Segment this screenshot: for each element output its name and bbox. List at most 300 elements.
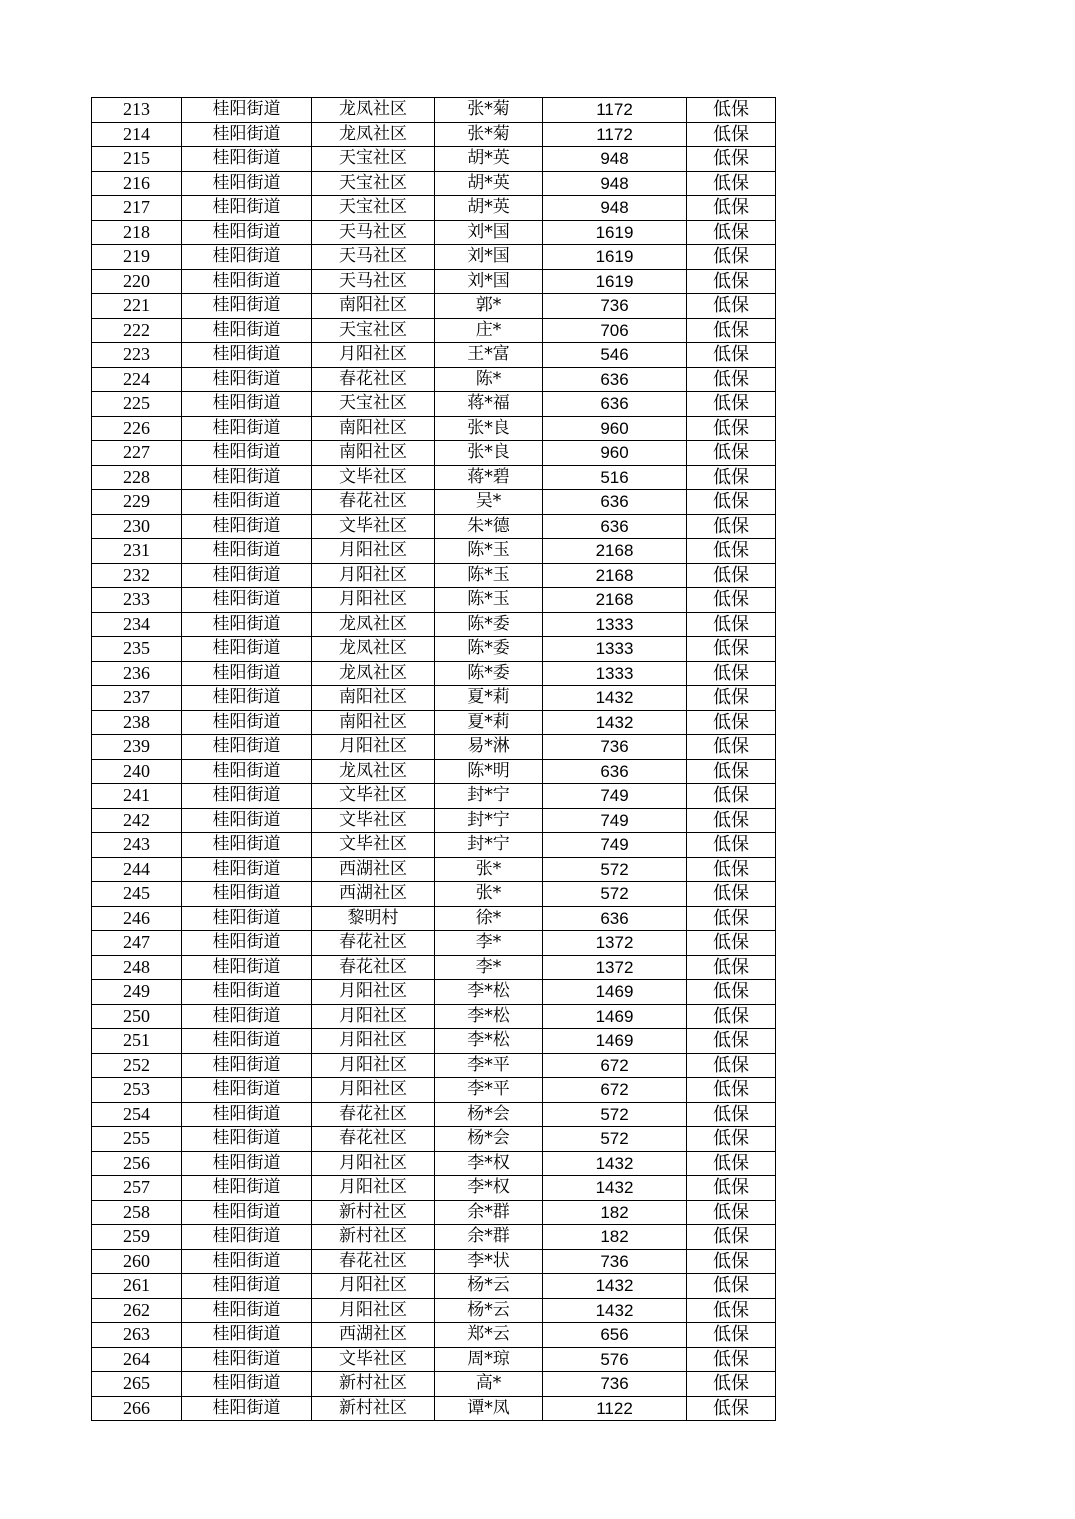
- table-row: [92, 833, 776, 858]
- community-cell: 文毕社区: [312, 465, 435, 490]
- amount-cell: 182: [543, 1200, 687, 1225]
- row-number-cell: 233: [92, 588, 182, 613]
- row-number-cell: 245: [92, 882, 182, 907]
- street-cell: 桂阳街道: [182, 980, 312, 1005]
- street-cell: 桂阳街道: [182, 1200, 312, 1225]
- amount-cell: 572: [543, 857, 687, 882]
- name-cell: 陈*明: [435, 759, 543, 784]
- community-cell: 天宝社区: [312, 147, 435, 172]
- type-cell: 低保: [687, 661, 776, 686]
- community-cell: 文毕社区: [312, 808, 435, 833]
- type-cell: 低保: [687, 563, 776, 588]
- street-cell: 桂阳街道: [182, 1151, 312, 1176]
- amount-cell: 1432: [543, 686, 687, 711]
- community-cell: 月阳社区: [312, 1029, 435, 1054]
- street-cell: 桂阳街道: [182, 514, 312, 539]
- community-cell: 南阳社区: [312, 686, 435, 711]
- name-cell: 谭*凤: [435, 1396, 543, 1421]
- community-cell: 西湖社区: [312, 1323, 435, 1348]
- row-number-cell: 246: [92, 906, 182, 931]
- name-cell: 李*: [435, 931, 543, 956]
- row-number-cell: 247: [92, 931, 182, 956]
- table-row: [92, 906, 776, 931]
- amount-cell: 736: [543, 735, 687, 760]
- table-row: [92, 269, 776, 294]
- table-row: [92, 637, 776, 662]
- row-number-cell: 232: [92, 563, 182, 588]
- type-cell: 低保: [687, 1396, 776, 1421]
- community-cell: 月阳社区: [312, 563, 435, 588]
- table-row: [92, 1029, 776, 1054]
- type-cell: 低保: [687, 220, 776, 245]
- amount-cell: 749: [543, 808, 687, 833]
- table-row: [92, 1396, 776, 1421]
- row-number-cell: 259: [92, 1225, 182, 1250]
- row-number-cell: 251: [92, 1029, 182, 1054]
- table-row: [92, 1102, 776, 1127]
- name-cell: 周*琼: [435, 1347, 543, 1372]
- community-cell: 龙凤社区: [312, 637, 435, 662]
- community-cell: 天宝社区: [312, 171, 435, 196]
- name-cell: 郭*: [435, 294, 543, 319]
- name-cell: 李*平: [435, 1053, 543, 1078]
- name-cell: 封*宁: [435, 833, 543, 858]
- table-row: [92, 294, 776, 319]
- type-cell: 低保: [687, 392, 776, 417]
- community-cell: 春花社区: [312, 1127, 435, 1152]
- name-cell: 封*宁: [435, 784, 543, 809]
- community-cell: 月阳社区: [312, 1151, 435, 1176]
- street-cell: 桂阳街道: [182, 539, 312, 564]
- community-cell: 文毕社区: [312, 514, 435, 539]
- row-number-cell: 255: [92, 1127, 182, 1152]
- table-body: [92, 98, 776, 1421]
- community-cell: 龙凤社区: [312, 661, 435, 686]
- table-row: [92, 661, 776, 686]
- amount-cell: 576: [543, 1347, 687, 1372]
- community-cell: 新村社区: [312, 1200, 435, 1225]
- row-number-cell: 262: [92, 1298, 182, 1323]
- name-cell: 李*权: [435, 1176, 543, 1201]
- type-cell: 低保: [687, 1151, 776, 1176]
- type-cell: 低保: [687, 343, 776, 368]
- amount-cell: 1619: [543, 220, 687, 245]
- table-row: [92, 1323, 776, 1348]
- name-cell: 杨*云: [435, 1298, 543, 1323]
- name-cell: 刘*国: [435, 245, 543, 270]
- table-row: [92, 465, 776, 490]
- community-cell: 文毕社区: [312, 833, 435, 858]
- name-cell: 杨*会: [435, 1102, 543, 1127]
- type-cell: 低保: [687, 490, 776, 515]
- name-cell: 蒋*福: [435, 392, 543, 417]
- table-row: [92, 735, 776, 760]
- type-cell: 低保: [687, 710, 776, 735]
- street-cell: 桂阳街道: [182, 784, 312, 809]
- street-cell: 桂阳街道: [182, 588, 312, 613]
- name-cell: 易*淋: [435, 735, 543, 760]
- name-cell: 郑*云: [435, 1323, 543, 1348]
- amount-cell: 672: [543, 1053, 687, 1078]
- type-cell: 低保: [687, 759, 776, 784]
- row-number-cell: 250: [92, 1004, 182, 1029]
- amount-cell: 1619: [543, 269, 687, 294]
- community-cell: 新村社区: [312, 1372, 435, 1397]
- row-number-cell: 264: [92, 1347, 182, 1372]
- type-cell: 低保: [687, 980, 776, 1005]
- community-cell: 月阳社区: [312, 735, 435, 760]
- table-row: [92, 1200, 776, 1225]
- amount-cell: 1122: [543, 1396, 687, 1421]
- row-number-cell: 258: [92, 1200, 182, 1225]
- type-cell: 低保: [687, 1078, 776, 1103]
- street-cell: 桂阳街道: [182, 441, 312, 466]
- type-cell: 低保: [687, 245, 776, 270]
- community-cell: 天马社区: [312, 245, 435, 270]
- name-cell: 王*富: [435, 343, 543, 368]
- community-cell: 龙凤社区: [312, 612, 435, 637]
- community-cell: 黎明村: [312, 906, 435, 931]
- name-cell: 刘*国: [435, 220, 543, 245]
- amount-cell: 636: [543, 392, 687, 417]
- name-cell: 陈*委: [435, 612, 543, 637]
- row-number-cell: 225: [92, 392, 182, 417]
- community-cell: 月阳社区: [312, 1004, 435, 1029]
- street-cell: 桂阳街道: [182, 1176, 312, 1201]
- name-cell: 李*平: [435, 1078, 543, 1103]
- amount-cell: 572: [543, 882, 687, 907]
- row-number-cell: 227: [92, 441, 182, 466]
- street-cell: 桂阳街道: [182, 1396, 312, 1421]
- type-cell: 低保: [687, 98, 776, 123]
- amount-cell: 572: [543, 1127, 687, 1152]
- name-cell: 陈*委: [435, 661, 543, 686]
- table-row: [92, 392, 776, 417]
- amount-cell: 546: [543, 343, 687, 368]
- name-cell: 余*群: [435, 1200, 543, 1225]
- row-number-cell: 230: [92, 514, 182, 539]
- row-number-cell: 215: [92, 147, 182, 172]
- table-row: [92, 245, 776, 270]
- type-cell: 低保: [687, 1004, 776, 1029]
- street-cell: 桂阳街道: [182, 1004, 312, 1029]
- type-cell: 低保: [687, 1298, 776, 1323]
- name-cell: 张*菊: [435, 98, 543, 123]
- amount-cell: 2168: [543, 539, 687, 564]
- table-row: [92, 147, 776, 172]
- row-number-cell: 221: [92, 294, 182, 319]
- name-cell: 李*权: [435, 1151, 543, 1176]
- amount-cell: 572: [543, 1102, 687, 1127]
- name-cell: 陈*玉: [435, 563, 543, 588]
- street-cell: 桂阳街道: [182, 1274, 312, 1299]
- amount-cell: 1432: [543, 710, 687, 735]
- community-cell: 春花社区: [312, 1102, 435, 1127]
- type-cell: 低保: [687, 955, 776, 980]
- row-number-cell: 261: [92, 1274, 182, 1299]
- table-row: [92, 98, 776, 123]
- amount-cell: 706: [543, 318, 687, 343]
- street-cell: 桂阳街道: [182, 1372, 312, 1397]
- amount-cell: 1333: [543, 661, 687, 686]
- name-cell: 李*状: [435, 1249, 543, 1274]
- street-cell: 桂阳街道: [182, 1029, 312, 1054]
- amount-cell: 1372: [543, 955, 687, 980]
- row-number-cell: 220: [92, 269, 182, 294]
- type-cell: 低保: [687, 1102, 776, 1127]
- community-cell: 天宝社区: [312, 392, 435, 417]
- street-cell: 桂阳街道: [182, 416, 312, 441]
- amount-cell: 1432: [543, 1274, 687, 1299]
- amount-cell: 960: [543, 416, 687, 441]
- row-number-cell: 248: [92, 955, 182, 980]
- community-cell: 文毕社区: [312, 784, 435, 809]
- amount-cell: 1469: [543, 1029, 687, 1054]
- row-number-cell: 265: [92, 1372, 182, 1397]
- type-cell: 低保: [687, 465, 776, 490]
- amount-cell: 960: [543, 441, 687, 466]
- community-cell: 月阳社区: [312, 1078, 435, 1103]
- amount-cell: 1469: [543, 1004, 687, 1029]
- community-cell: 春花社区: [312, 367, 435, 392]
- name-cell: 高*: [435, 1372, 543, 1397]
- amount-cell: 1432: [543, 1298, 687, 1323]
- name-cell: 夏*莉: [435, 710, 543, 735]
- street-cell: 桂阳街道: [182, 1347, 312, 1372]
- amount-cell: 636: [543, 906, 687, 931]
- community-cell: 南阳社区: [312, 441, 435, 466]
- row-number-cell: 213: [92, 98, 182, 123]
- street-cell: 桂阳街道: [182, 857, 312, 882]
- row-number-cell: 242: [92, 808, 182, 833]
- table-row: [92, 196, 776, 221]
- type-cell: 低保: [687, 1372, 776, 1397]
- type-cell: 低保: [687, 833, 776, 858]
- name-cell: 胡*英: [435, 171, 543, 196]
- row-number-cell: 214: [92, 122, 182, 147]
- street-cell: 桂阳街道: [182, 637, 312, 662]
- table-row: [92, 980, 776, 1005]
- community-cell: 新村社区: [312, 1396, 435, 1421]
- amount-cell: 1432: [543, 1176, 687, 1201]
- street-cell: 桂阳街道: [182, 318, 312, 343]
- type-cell: 低保: [687, 294, 776, 319]
- community-cell: 南阳社区: [312, 416, 435, 441]
- community-cell: 龙凤社区: [312, 759, 435, 784]
- row-number-cell: 239: [92, 735, 182, 760]
- name-cell: 张*良: [435, 416, 543, 441]
- name-cell: 夏*莉: [435, 686, 543, 711]
- row-number-cell: 226: [92, 416, 182, 441]
- table-row: [92, 367, 776, 392]
- community-cell: 春花社区: [312, 490, 435, 515]
- type-cell: 低保: [687, 686, 776, 711]
- amount-cell: 1172: [543, 98, 687, 123]
- row-number-cell: 257: [92, 1176, 182, 1201]
- table-row: [92, 588, 776, 613]
- row-number-cell: 223: [92, 343, 182, 368]
- amount-cell: 636: [543, 759, 687, 784]
- community-cell: 南阳社区: [312, 710, 435, 735]
- street-cell: 桂阳街道: [182, 122, 312, 147]
- type-cell: 低保: [687, 784, 776, 809]
- type-cell: 低保: [687, 612, 776, 637]
- row-number-cell: 224: [92, 367, 182, 392]
- amount-cell: 2168: [543, 563, 687, 588]
- row-number-cell: 219: [92, 245, 182, 270]
- name-cell: 陈*: [435, 367, 543, 392]
- name-cell: 李*松: [435, 1029, 543, 1054]
- name-cell: 胡*英: [435, 147, 543, 172]
- table-row: [92, 441, 776, 466]
- community-cell: 月阳社区: [312, 343, 435, 368]
- type-cell: 低保: [687, 147, 776, 172]
- type-cell: 低保: [687, 1029, 776, 1054]
- amount-cell: 636: [543, 514, 687, 539]
- street-cell: 桂阳街道: [182, 245, 312, 270]
- street-cell: 桂阳街道: [182, 1249, 312, 1274]
- name-cell: 陈*玉: [435, 539, 543, 564]
- type-cell: 低保: [687, 269, 776, 294]
- type-cell: 低保: [687, 1347, 776, 1372]
- type-cell: 低保: [687, 196, 776, 221]
- row-number-cell: 240: [92, 759, 182, 784]
- street-cell: 桂阳街道: [182, 1298, 312, 1323]
- street-cell: 桂阳街道: [182, 147, 312, 172]
- community-cell: 月阳社区: [312, 1298, 435, 1323]
- name-cell: 蒋*碧: [435, 465, 543, 490]
- table-row: [92, 1127, 776, 1152]
- table-row: [92, 882, 776, 907]
- table-row: [92, 171, 776, 196]
- row-number-cell: 228: [92, 465, 182, 490]
- row-number-cell: 266: [92, 1396, 182, 1421]
- community-cell: 春花社区: [312, 931, 435, 956]
- street-cell: 桂阳街道: [182, 1323, 312, 1348]
- type-cell: 低保: [687, 1274, 776, 1299]
- table-row: [92, 490, 776, 515]
- amount-cell: 948: [543, 196, 687, 221]
- table-row: [92, 1274, 776, 1299]
- name-cell: 吴*: [435, 490, 543, 515]
- name-cell: 张*菊: [435, 122, 543, 147]
- table-row: [92, 808, 776, 833]
- amount-cell: 2168: [543, 588, 687, 613]
- benefit-list-table: [91, 97, 776, 1421]
- street-cell: 桂阳街道: [182, 220, 312, 245]
- amount-cell: 672: [543, 1078, 687, 1103]
- street-cell: 桂阳街道: [182, 1053, 312, 1078]
- table-row: [92, 220, 776, 245]
- amount-cell: 636: [543, 490, 687, 515]
- table-row: [92, 1249, 776, 1274]
- type-cell: 低保: [687, 1200, 776, 1225]
- street-cell: 桂阳街道: [182, 490, 312, 515]
- type-cell: 低保: [687, 367, 776, 392]
- street-cell: 桂阳街道: [182, 465, 312, 490]
- row-number-cell: 216: [92, 171, 182, 196]
- name-cell: 杨*云: [435, 1274, 543, 1299]
- street-cell: 桂阳街道: [182, 171, 312, 196]
- street-cell: 桂阳街道: [182, 392, 312, 417]
- row-number-cell: 241: [92, 784, 182, 809]
- name-cell: 徐*: [435, 906, 543, 931]
- row-number-cell: 263: [92, 1323, 182, 1348]
- street-cell: 桂阳街道: [182, 1078, 312, 1103]
- amount-cell: 736: [543, 1249, 687, 1274]
- street-cell: 桂阳街道: [182, 563, 312, 588]
- community-cell: 月阳社区: [312, 1176, 435, 1201]
- street-cell: 桂阳街道: [182, 931, 312, 956]
- table-row: [92, 955, 776, 980]
- name-cell: 陈*玉: [435, 588, 543, 613]
- row-number-cell: 252: [92, 1053, 182, 1078]
- row-number-cell: 217: [92, 196, 182, 221]
- amount-cell: 636: [543, 367, 687, 392]
- table-row: [92, 710, 776, 735]
- type-cell: 低保: [687, 1249, 776, 1274]
- table-row: [92, 539, 776, 564]
- row-number-cell: 243: [92, 833, 182, 858]
- type-cell: 低保: [687, 857, 776, 882]
- community-cell: 龙凤社区: [312, 122, 435, 147]
- table-row: [92, 514, 776, 539]
- table-row: [92, 612, 776, 637]
- row-number-cell: 237: [92, 686, 182, 711]
- amount-cell: 1469: [543, 980, 687, 1005]
- table-row: [92, 1372, 776, 1397]
- street-cell: 桂阳街道: [182, 906, 312, 931]
- amount-cell: 749: [543, 784, 687, 809]
- type-cell: 低保: [687, 882, 776, 907]
- street-cell: 桂阳街道: [182, 269, 312, 294]
- name-cell: 李*松: [435, 1004, 543, 1029]
- street-cell: 桂阳街道: [182, 98, 312, 123]
- name-cell: 胡*英: [435, 196, 543, 221]
- table-row: [92, 563, 776, 588]
- street-cell: 桂阳街道: [182, 759, 312, 784]
- community-cell: 南阳社区: [312, 294, 435, 319]
- amount-cell: 736: [543, 1372, 687, 1397]
- table-row: [92, 1347, 776, 1372]
- name-cell: 李*: [435, 955, 543, 980]
- row-number-cell: 244: [92, 857, 182, 882]
- table-row: [92, 1298, 776, 1323]
- type-cell: 低保: [687, 416, 776, 441]
- amount-cell: 948: [543, 147, 687, 172]
- row-number-cell: 253: [92, 1078, 182, 1103]
- street-cell: 桂阳街道: [182, 1225, 312, 1250]
- street-cell: 桂阳街道: [182, 612, 312, 637]
- community-cell: 春花社区: [312, 1249, 435, 1274]
- type-cell: 低保: [687, 735, 776, 760]
- row-number-cell: 235: [92, 637, 182, 662]
- type-cell: 低保: [687, 171, 776, 196]
- street-cell: 桂阳街道: [182, 196, 312, 221]
- name-cell: 庄*: [435, 318, 543, 343]
- community-cell: 西湖社区: [312, 857, 435, 882]
- amount-cell: 1333: [543, 612, 687, 637]
- type-cell: 低保: [687, 122, 776, 147]
- community-cell: 天马社区: [312, 269, 435, 294]
- amount-cell: 749: [543, 833, 687, 858]
- amount-cell: 948: [543, 171, 687, 196]
- table-row: [92, 416, 776, 441]
- name-cell: 张*良: [435, 441, 543, 466]
- community-cell: 月阳社区: [312, 588, 435, 613]
- name-cell: 李*松: [435, 980, 543, 1005]
- community-cell: 月阳社区: [312, 980, 435, 1005]
